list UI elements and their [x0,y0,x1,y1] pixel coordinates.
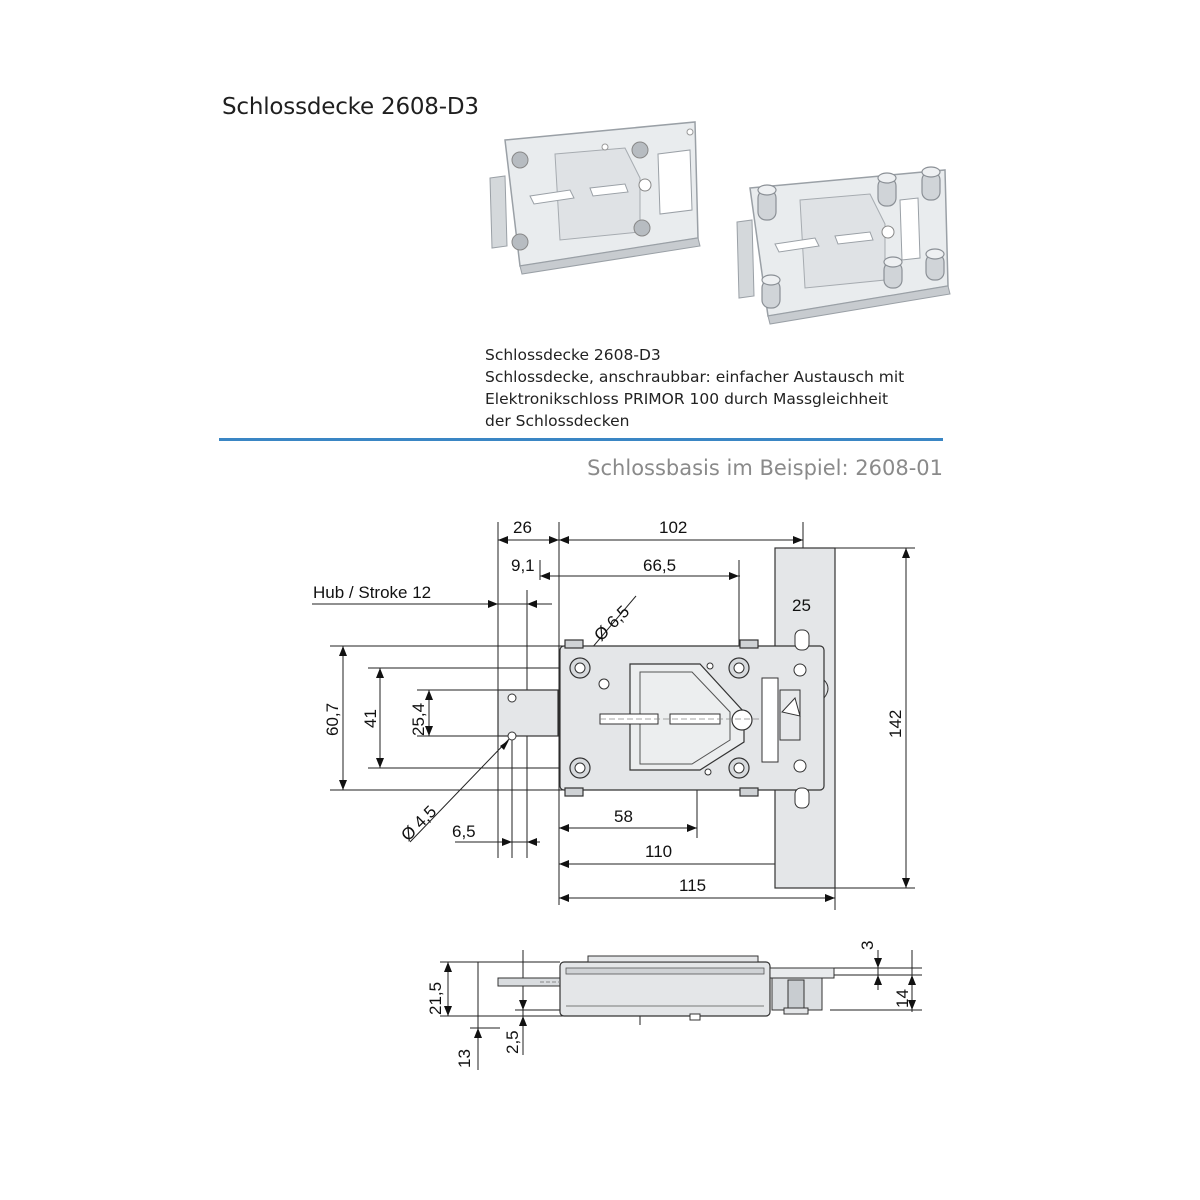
product-image-plate-front [490,122,700,274]
dim-3: 3 [858,940,877,950]
product-description [485,344,904,432]
dim-6-5: 6,5 [452,822,476,841]
dim-hub-stroke: Hub / Stroke 12 [313,583,432,602]
dim-2-5: 2,5 [503,1030,522,1054]
dim-diameter-4-5: Ø 4,5 [397,801,441,845]
product-image-plate-posts [737,167,950,324]
dim-21-5: 21,5 [426,981,445,1015]
description-line: der Schlossdecken [485,412,630,430]
top-view-drawing [312,522,915,910]
dim-60-7: 60,7 [323,702,342,736]
section-subtitle: Schlossbasis im Beispiel: 2608-01 [587,456,943,480]
dim-9-1: 9,1 [511,556,535,575]
dim-26: 26 [513,518,532,537]
dim-102: 102 [659,518,688,537]
dim-66-5: 66,5 [643,556,677,575]
dim-diameter-6-5: Ø 6,5 [590,601,634,645]
dim-110: 110 [645,842,673,861]
description-line: Schlossdecke, anschraubbar: einfacher Austausch mit [485,368,905,386]
dim-58: 58 [614,807,633,826]
dim-14: 14 [893,989,912,1008]
page-title: Schlossdecke 2608-D3 [222,94,479,120]
dim-115: 115 [679,876,707,895]
description-line: Elektronikschloss PRIMOR 100 durch Massgleichheit [485,390,889,408]
dim-41: 41 [361,709,380,728]
dim-142: 142 [886,709,905,738]
dim-25-4: 25,4 [409,702,428,736]
dim-13: 13 [455,1049,474,1068]
dim-25: 25 [792,596,811,615]
section-divider [219,438,943,441]
description-line: Schlossdecke 2608-D3 [485,346,661,364]
